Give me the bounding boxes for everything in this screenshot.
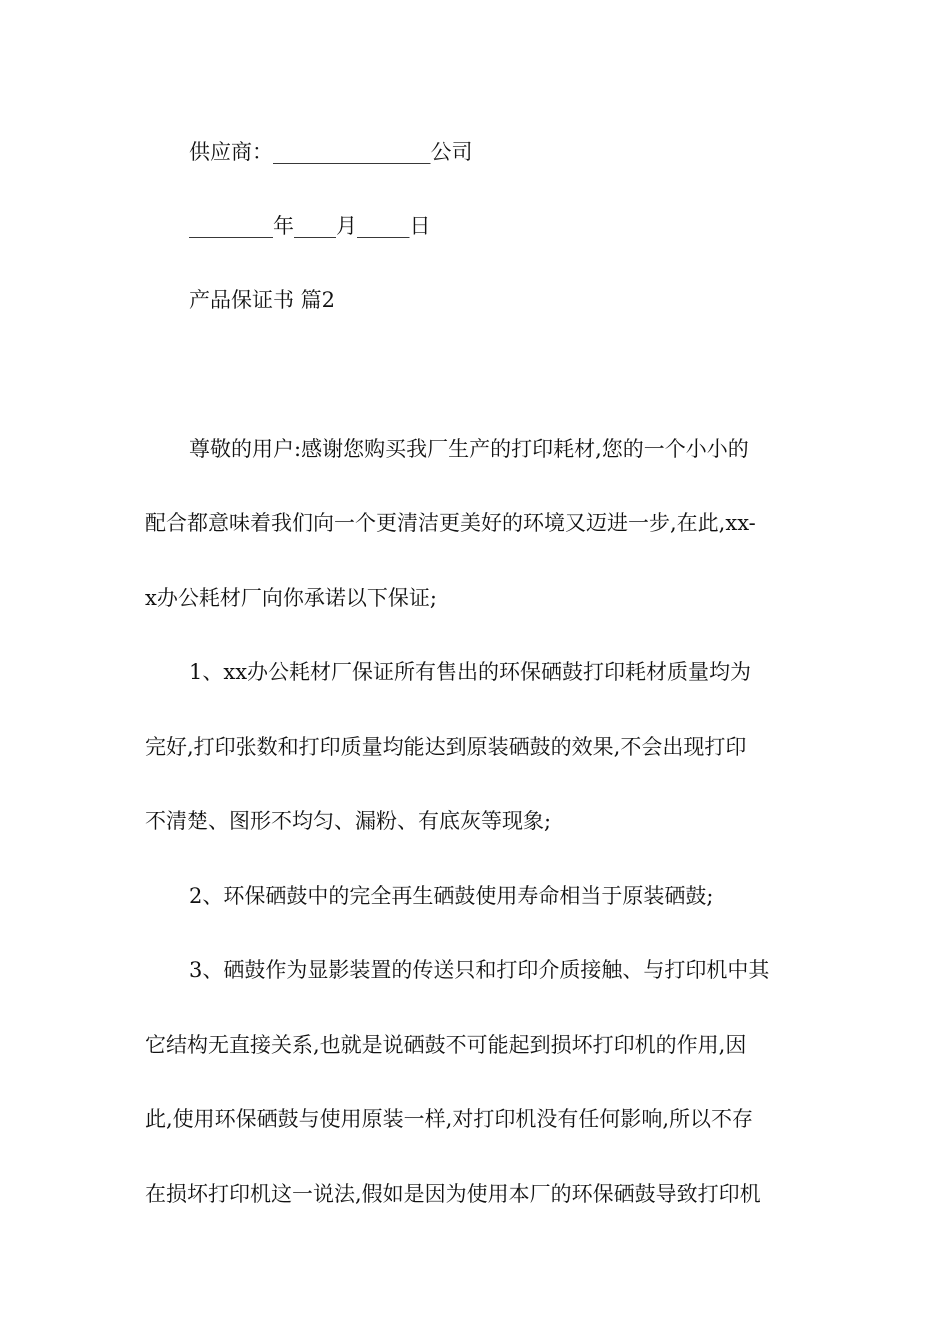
body-line-9: 它结构无直接关系,也就是说硒鼓不可能起到损坏打印机的作用,因 [145, 1033, 747, 1057]
body-line-5: 完好,打印张数和打印质量均能达到原装硒鼓的效果,不会出现打印 [145, 735, 747, 759]
body-line-3: x办公耗材厂向你承诺以下保证; [145, 586, 437, 610]
body-line-2: 配合都意味着我们向一个更清洁更美好的环境又迈进一步,在此,xx- [145, 511, 756, 535]
supplier-line: 供应商：_______________公司 [189, 140, 473, 164]
body-line-4: 1、xx办公耗材厂保证所有售出的环保硒鼓打印耗材质量均为 [189, 660, 752, 684]
body-line-10: 此,使用环保硒鼓与使用原装一样,对打印机没有任何影响,所以不存 [145, 1107, 754, 1131]
body-line-1: 尊敬的用户:感谢您购买我厂生产的打印耗材,您的一个小小的 [189, 437, 749, 461]
body-line-8: 3、硒鼓作为显影装置的传送只和打印介质接触、与打印机中其 [189, 958, 770, 982]
body-line-7: 2、环保硒鼓中的完全再生硒鼓使用寿命相当于原装硒鼓; [189, 884, 714, 908]
body-line-6: 不清楚、图形不均匀、漏粉、有底灰等现象; [145, 809, 552, 833]
date-line: ________年____月_____日 [189, 214, 431, 238]
body-line-11: 在损坏打印机这一说法,假如是因为使用本厂的环保硒鼓导致打印机 [145, 1182, 761, 1206]
section-title: 产品保证书 篇2 [189, 288, 336, 312]
